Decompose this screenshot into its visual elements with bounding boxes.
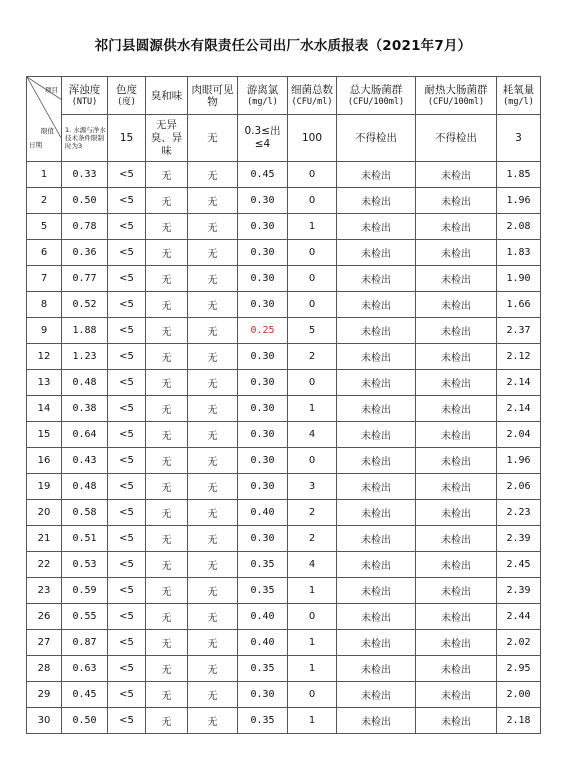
table-row xyxy=(27,370,541,396)
cell-chlorine: 0.45 xyxy=(238,162,288,188)
table-row xyxy=(27,526,541,552)
column-name: 色度 xyxy=(116,83,137,96)
table-row xyxy=(27,448,541,474)
cell-odor: 无 xyxy=(146,240,188,266)
cell-day: 9 xyxy=(27,318,62,344)
cell-oxygen: 2.00 xyxy=(497,682,541,708)
cell-odor: 无 xyxy=(146,552,188,578)
cell-chlorine: 0.30 xyxy=(238,266,288,292)
cell-visible: 无 xyxy=(188,266,238,292)
limit-row xyxy=(27,115,541,162)
cell-color: <5 xyxy=(108,708,146,734)
table-row xyxy=(27,682,541,708)
cell-oxygen: 2.02 xyxy=(497,630,541,656)
cell-day: 16 xyxy=(27,448,62,474)
cell-coliform: 未检出 xyxy=(337,448,416,474)
cell-turbidity: 1.88 xyxy=(62,318,108,344)
cell-oxygen: 2.14 xyxy=(497,396,541,422)
column-unit: (CFU/100ml) xyxy=(347,96,405,107)
cell-color: <5 xyxy=(108,422,146,448)
cell-bacteria: 0 xyxy=(288,448,337,474)
cell-day: 29 xyxy=(27,682,62,708)
cell-bacteria: 0 xyxy=(288,162,337,188)
table-row xyxy=(27,240,541,266)
cell-visible: 无 xyxy=(188,552,238,578)
cell-chlorine: 0.25 xyxy=(238,318,288,344)
cell-odor: 无 xyxy=(146,656,188,682)
cell-bacteria: 3 xyxy=(288,474,337,500)
column-name: 臭和味 xyxy=(150,89,183,102)
cell-visible: 无 xyxy=(188,656,238,682)
cell-turbidity: 0.51 xyxy=(62,526,108,552)
cell-thermo: 未检出 xyxy=(416,318,497,344)
cell-chlorine: 0.35 xyxy=(238,552,288,578)
cell-odor: 无 xyxy=(146,266,188,292)
column-unit: (度) xyxy=(117,96,136,107)
column-header xyxy=(337,77,416,115)
cell-coliform: 未检出 xyxy=(337,292,416,318)
cell-coliform: 未检出 xyxy=(337,370,416,396)
cell-oxygen: 1.96 xyxy=(497,188,541,214)
table-row xyxy=(27,396,541,422)
cell-day: 14 xyxy=(27,396,62,422)
cell-odor: 无 xyxy=(146,214,188,240)
cell-oxygen: 1.90 xyxy=(497,266,541,292)
cell-chlorine: 0.30 xyxy=(238,292,288,318)
cell-coliform: 未检出 xyxy=(337,578,416,604)
header-row xyxy=(27,77,541,115)
table-row xyxy=(27,318,541,344)
cell-turbidity: 0.52 xyxy=(62,292,108,318)
cell-visible: 无 xyxy=(188,604,238,630)
cell-chlorine: 0.30 xyxy=(238,422,288,448)
cell-coliform: 未检出 xyxy=(337,500,416,526)
cell-day: 5 xyxy=(27,214,62,240)
table-row xyxy=(27,162,541,188)
column-unit: (CFU/ml) xyxy=(291,96,333,107)
cell-oxygen: 2.23 xyxy=(497,500,541,526)
cell-odor: 无 xyxy=(146,370,188,396)
table-row xyxy=(27,630,541,656)
cell-chlorine: 0.40 xyxy=(238,630,288,656)
cell-chlorine: 0.30 xyxy=(238,344,288,370)
cell-day: 13 xyxy=(27,370,62,396)
cell-odor: 无 xyxy=(146,604,188,630)
column-name: 游离氯 xyxy=(246,83,279,96)
cell-visible: 无 xyxy=(188,370,238,396)
cell-odor: 无 xyxy=(146,344,188,370)
corner-item-label: 项目 xyxy=(45,86,58,94)
cell-visible: 无 xyxy=(188,162,238,188)
cell-odor: 无 xyxy=(146,526,188,552)
cell-thermo: 未检出 xyxy=(416,526,497,552)
table-row xyxy=(27,422,541,448)
cell-visible: 无 xyxy=(188,474,238,500)
cell-visible: 无 xyxy=(188,422,238,448)
cell-color: <5 xyxy=(108,240,146,266)
cell-color: <5 xyxy=(108,604,146,630)
cell-oxygen: 2.39 xyxy=(497,578,541,604)
cell-visible: 无 xyxy=(188,240,238,266)
cell-turbidity: 0.63 xyxy=(62,656,108,682)
cell-thermo: 未检出 xyxy=(416,604,497,630)
cell-color: <5 xyxy=(108,630,146,656)
column-name: 肉眼可见物 xyxy=(191,83,234,108)
cell-oxygen: 2.06 xyxy=(497,474,541,500)
cell-coliform: 未检出 xyxy=(337,682,416,708)
cell-visible: 无 xyxy=(188,188,238,214)
column-name: 耐热大肠菌群 xyxy=(424,83,488,96)
column-unit: (mg/l) xyxy=(247,96,278,107)
column-header xyxy=(288,77,337,115)
cell-turbidity: 0.50 xyxy=(62,708,108,734)
cell-oxygen: 2.12 xyxy=(497,344,541,370)
cell-turbidity: 0.48 xyxy=(62,370,108,396)
water-quality-table xyxy=(26,76,541,734)
report-title: 祁门县圆源供水有限责任公司出厂水水质报表（2021年7月） xyxy=(94,38,472,54)
cell-color: <5 xyxy=(108,474,146,500)
cell-color: <5 xyxy=(108,214,146,240)
cell-bacteria: 1 xyxy=(288,214,337,240)
cell-turbidity: 0.48 xyxy=(62,474,108,500)
cell-day: 22 xyxy=(27,552,62,578)
cell-day: 6 xyxy=(27,240,62,266)
cell-coliform: 未检出 xyxy=(337,630,416,656)
table-row xyxy=(27,474,541,500)
column-header xyxy=(188,77,238,115)
limit-cell: 无 xyxy=(188,115,238,162)
cell-coliform: 未检出 xyxy=(337,188,416,214)
cell-turbidity: 0.50 xyxy=(62,188,108,214)
cell-turbidity: 0.53 xyxy=(62,552,108,578)
cell-visible: 无 xyxy=(188,344,238,370)
cell-color: <5 xyxy=(108,500,146,526)
cell-visible: 无 xyxy=(188,448,238,474)
cell-chlorine: 0.30 xyxy=(238,240,288,266)
cell-color: <5 xyxy=(108,526,146,552)
cell-day: 19 xyxy=(27,474,62,500)
cell-color: <5 xyxy=(108,266,146,292)
column-header xyxy=(146,77,188,115)
cell-chlorine: 0.30 xyxy=(238,214,288,240)
column-name: 耗氧量 xyxy=(502,83,535,96)
cell-turbidity: 0.33 xyxy=(62,162,108,188)
cell-thermo: 未检出 xyxy=(416,448,497,474)
cell-oxygen: 2.95 xyxy=(497,656,541,682)
cell-turbidity: 0.36 xyxy=(62,240,108,266)
table-row xyxy=(27,292,541,318)
table-row xyxy=(27,708,541,734)
column-unit: (CFU/100ml) xyxy=(427,96,485,107)
cell-oxygen: 1.85 xyxy=(497,162,541,188)
cell-color: <5 xyxy=(108,578,146,604)
cell-thermo: 未检出 xyxy=(416,266,497,292)
cell-thermo: 未检出 xyxy=(416,422,497,448)
cell-turbidity: 0.87 xyxy=(62,630,108,656)
cell-odor: 无 xyxy=(146,500,188,526)
cell-thermo: 未检出 xyxy=(416,396,497,422)
cell-oxygen: 2.37 xyxy=(497,318,541,344)
cell-chlorine: 0.40 xyxy=(238,604,288,630)
cell-chlorine: 0.35 xyxy=(238,578,288,604)
cell-day: 21 xyxy=(27,526,62,552)
cell-visible: 无 xyxy=(188,708,238,734)
limit-cell: 不得检出 xyxy=(416,115,497,162)
cell-coliform: 未检出 xyxy=(337,552,416,578)
cell-odor: 无 xyxy=(146,630,188,656)
cell-day: 12 xyxy=(27,344,62,370)
cell-thermo: 未检出 xyxy=(416,578,497,604)
cell-color: <5 xyxy=(108,318,146,344)
cell-turbidity: 0.64 xyxy=(62,422,108,448)
corner-date-label: 日期 xyxy=(29,141,42,149)
cell-day: 2 xyxy=(27,188,62,214)
column-header xyxy=(497,77,541,115)
limit-cell: 无异臭、异味 xyxy=(146,115,188,162)
cell-thermo: 未检出 xyxy=(416,214,497,240)
table-row xyxy=(27,656,541,682)
cell-turbidity: 0.45 xyxy=(62,682,108,708)
cell-odor: 无 xyxy=(146,422,188,448)
cell-bacteria: 2 xyxy=(288,526,337,552)
cell-turbidity: 0.77 xyxy=(62,266,108,292)
cell-oxygen: 1.66 xyxy=(497,292,541,318)
limit-cell: 3 xyxy=(497,115,541,162)
cell-chlorine: 0.30 xyxy=(238,682,288,708)
cell-bacteria: 4 xyxy=(288,422,337,448)
cell-thermo: 未检出 xyxy=(416,370,497,396)
cell-visible: 无 xyxy=(188,214,238,240)
limit-cell: 不得检出 xyxy=(337,115,416,162)
cell-visible: 无 xyxy=(188,526,238,552)
cell-thermo: 未检出 xyxy=(416,708,497,734)
cell-bacteria: 5 xyxy=(288,318,337,344)
cell-turbidity: 0.55 xyxy=(62,604,108,630)
cell-bacteria: 1 xyxy=(288,396,337,422)
column-name: 细菌总数 xyxy=(291,83,333,96)
cell-color: <5 xyxy=(108,344,146,370)
cell-day: 30 xyxy=(27,708,62,734)
cell-color: <5 xyxy=(108,682,146,708)
column-name: 总大肠菌群 xyxy=(349,83,403,96)
cell-coliform: 未检出 xyxy=(337,708,416,734)
cell-visible: 无 xyxy=(188,630,238,656)
cell-bacteria: 0 xyxy=(288,188,337,214)
cell-odor: 无 xyxy=(146,318,188,344)
cell-visible: 无 xyxy=(188,682,238,708)
limit-cell: 1. 水源与净水技术条件限制时为3 xyxy=(62,115,108,162)
cell-odor: 无 xyxy=(146,474,188,500)
cell-bacteria: 0 xyxy=(288,240,337,266)
cell-day: 27 xyxy=(27,630,62,656)
cell-odor: 无 xyxy=(146,708,188,734)
cell-bacteria: 1 xyxy=(288,708,337,734)
cell-color: <5 xyxy=(108,656,146,682)
cell-thermo: 未检出 xyxy=(416,656,497,682)
cell-oxygen: 1.83 xyxy=(497,240,541,266)
limit-cell: 100 xyxy=(288,115,337,162)
corner-limit-label: 限值 xyxy=(41,127,54,135)
cell-chlorine: 0.35 xyxy=(238,656,288,682)
column-unit: (mg/l) xyxy=(503,96,534,107)
cell-thermo: 未检出 xyxy=(416,188,497,214)
cell-thermo: 未检出 xyxy=(416,630,497,656)
cell-thermo: 未检出 xyxy=(416,162,497,188)
cell-bacteria: 1 xyxy=(288,630,337,656)
cell-color: <5 xyxy=(108,552,146,578)
cell-coliform: 未检出 xyxy=(337,214,416,240)
table-row xyxy=(27,266,541,292)
table-row xyxy=(27,188,541,214)
cell-coliform: 未检出 xyxy=(337,344,416,370)
cell-odor: 无 xyxy=(146,292,188,318)
limit-cell: 15 xyxy=(108,115,146,162)
cell-chlorine: 0.30 xyxy=(238,448,288,474)
cell-oxygen: 2.39 xyxy=(497,526,541,552)
cell-bacteria: 2 xyxy=(288,500,337,526)
cell-color: <5 xyxy=(108,370,146,396)
cell-chlorine: 0.35 xyxy=(238,708,288,734)
cell-visible: 无 xyxy=(188,318,238,344)
table-row xyxy=(27,604,541,630)
cell-coliform: 未检出 xyxy=(337,422,416,448)
column-header xyxy=(108,77,146,115)
cell-bacteria: 0 xyxy=(288,292,337,318)
cell-coliform: 未检出 xyxy=(337,318,416,344)
cell-thermo: 未检出 xyxy=(416,344,497,370)
table-row xyxy=(27,578,541,604)
cell-bacteria: 0 xyxy=(288,604,337,630)
limit-cell: 0.3≤出≤4 xyxy=(238,115,288,162)
cell-oxygen: 2.18 xyxy=(497,708,541,734)
cell-thermo: 未检出 xyxy=(416,552,497,578)
cell-oxygen: 2.04 xyxy=(497,422,541,448)
cell-coliform: 未检出 xyxy=(337,396,416,422)
cell-coliform: 未检出 xyxy=(337,656,416,682)
column-name: 浑浊度 xyxy=(68,83,101,96)
cell-coliform: 未检出 xyxy=(337,162,416,188)
cell-coliform: 未检出 xyxy=(337,240,416,266)
cell-oxygen: 2.44 xyxy=(497,604,541,630)
cell-color: <5 xyxy=(108,188,146,214)
column-header xyxy=(416,77,497,115)
cell-coliform: 未检出 xyxy=(337,604,416,630)
cell-visible: 无 xyxy=(188,396,238,422)
cell-day: 1 xyxy=(27,162,62,188)
table-row xyxy=(27,500,541,526)
cell-odor: 无 xyxy=(146,188,188,214)
cell-day: 8 xyxy=(27,292,62,318)
cell-thermo: 未检出 xyxy=(416,682,497,708)
cell-bacteria: 2 xyxy=(288,344,337,370)
cell-bacteria: 1 xyxy=(288,656,337,682)
cell-turbidity: 0.59 xyxy=(62,578,108,604)
table-row xyxy=(27,214,541,240)
cell-day: 23 xyxy=(27,578,62,604)
cell-odor: 无 xyxy=(146,682,188,708)
cell-bacteria: 4 xyxy=(288,552,337,578)
table-row xyxy=(27,344,541,370)
cell-oxygen: 2.45 xyxy=(497,552,541,578)
cell-odor: 无 xyxy=(146,448,188,474)
cell-chlorine: 0.30 xyxy=(238,396,288,422)
cell-bacteria: 0 xyxy=(288,266,337,292)
cell-odor: 无 xyxy=(146,578,188,604)
cell-turbidity: 0.58 xyxy=(62,500,108,526)
cell-bacteria: 0 xyxy=(288,682,337,708)
cell-color: <5 xyxy=(108,448,146,474)
column-unit: (NTU) xyxy=(71,96,98,107)
cell-color: <5 xyxy=(108,396,146,422)
cell-color: <5 xyxy=(108,292,146,318)
cell-chlorine: 0.40 xyxy=(238,500,288,526)
cell-chlorine: 0.30 xyxy=(238,474,288,500)
cell-color: <5 xyxy=(108,162,146,188)
cell-thermo: 未检出 xyxy=(416,500,497,526)
corner-cell xyxy=(27,77,62,162)
cell-chlorine: 0.30 xyxy=(238,188,288,214)
cell-thermo: 未检出 xyxy=(416,292,497,318)
cell-visible: 无 xyxy=(188,292,238,318)
cell-turbidity: 0.78 xyxy=(62,214,108,240)
cell-day: 26 xyxy=(27,604,62,630)
cell-day: 20 xyxy=(27,500,62,526)
cell-coliform: 未检出 xyxy=(337,526,416,552)
cell-oxygen: 2.14 xyxy=(497,370,541,396)
cell-turbidity: 1.23 xyxy=(62,344,108,370)
table-row xyxy=(27,552,541,578)
cell-visible: 无 xyxy=(188,500,238,526)
column-header xyxy=(62,77,108,115)
cell-odor: 无 xyxy=(146,396,188,422)
cell-oxygen: 2.08 xyxy=(497,214,541,240)
cell-day: 28 xyxy=(27,656,62,682)
column-header xyxy=(238,77,288,115)
cell-chlorine: 0.30 xyxy=(238,526,288,552)
cell-turbidity: 0.43 xyxy=(62,448,108,474)
cell-thermo: 未检出 xyxy=(416,240,497,266)
cell-bacteria: 0 xyxy=(288,370,337,396)
cell-visible: 无 xyxy=(188,578,238,604)
cell-oxygen: 1.96 xyxy=(497,448,541,474)
cell-turbidity: 0.38 xyxy=(62,396,108,422)
cell-chlorine: 0.30 xyxy=(238,370,288,396)
cell-thermo: 未检出 xyxy=(416,474,497,500)
cell-bacteria: 1 xyxy=(288,578,337,604)
cell-day: 15 xyxy=(27,422,62,448)
cell-odor: 无 xyxy=(146,162,188,188)
cell-day: 7 xyxy=(27,266,62,292)
cell-coliform: 未检出 xyxy=(337,474,416,500)
cell-coliform: 未检出 xyxy=(337,266,416,292)
